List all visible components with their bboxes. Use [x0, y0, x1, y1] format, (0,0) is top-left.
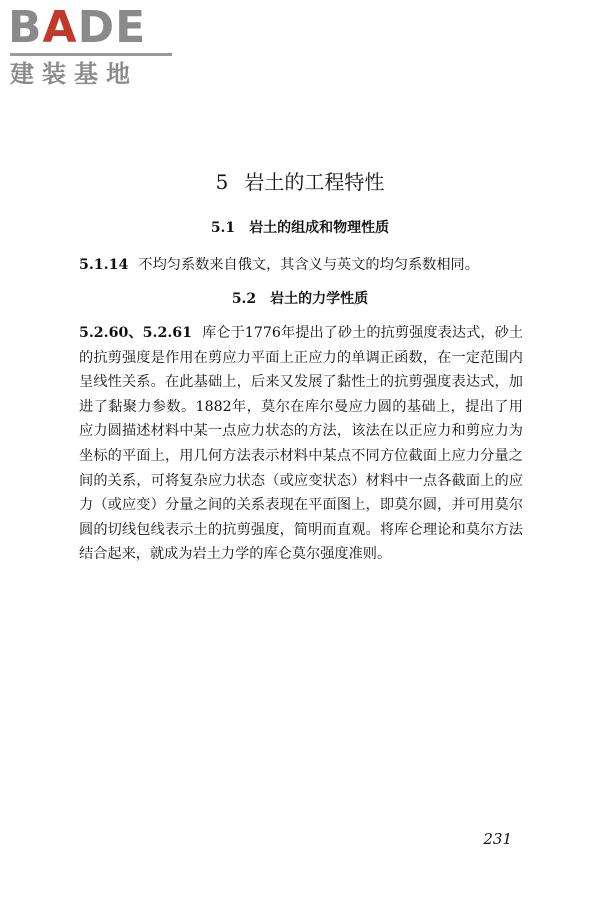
publisher-logo — [8, 4, 178, 88]
clause-text: 库仑于1776年提出了砂土的抗剪强度表达式，砂土的抗剪强度是作用在剪应力平面上正应力的单调正函数，在一定范围内呈线性关系。在此基础上，后来又发展了黏性土的抗剪强度表达式，加进了黏聚力参数。1882年，莫尔在库尔曼应力圆的基础上，提出了用应力圆描述材料中某一点应力状态的方法，该法在以正应力和剪应力为坐标的平面上，用几何方法表示材料中某点不同方位截面上应力分量之间的关系，可将复杂应力状态（或应变状态）材料中一点各截面上的应力（或应变）分量之间的关系表现在平面图上，即莫尔圆，并可用莫尔圆的切线包线表示土的抗剪强度，简明而直观。将库仑理论和莫尔方法结合起来，就成为岩土力学的库仑莫尔强度准则。 — [79, 325, 524, 563]
section-heading-5-1 — [0, 217, 600, 239]
section-number: 5.2 — [231, 291, 257, 307]
section-title-text: 岩土的力学性质 — [270, 291, 369, 307]
logo-subtitle: 建装基地 — [10, 60, 138, 88]
clause-paragraph-5-1-14 — [79, 253, 523, 278]
section-number: 5.1 — [210, 220, 236, 236]
chapter-number: 5 — [215, 170, 229, 194]
logo-wordmark — [8, 4, 146, 52]
logo-divider — [10, 53, 172, 56]
logo-letters-de: DE — [77, 2, 147, 53]
chapter-title-text: 岩土的工程特性 — [244, 170, 385, 194]
logo-letter-a: A — [42, 2, 78, 53]
clause-number: 5.2.60、5.2.61 — [79, 325, 193, 341]
section-heading-5-2 — [0, 288, 600, 310]
page-number: 231 — [483, 830, 512, 848]
clause-number: 5.1.14 — [79, 257, 129, 273]
chapter-title — [0, 168, 600, 196]
section-title-text: 岩土的组成和物理性质 — [249, 220, 390, 236]
clause-text: 不均匀系数来自俄文，其含义与英文的均匀系数相同。 — [138, 257, 479, 273]
clause-paragraph-5-2-60 — [79, 321, 523, 567]
logo-letter-b: B — [8, 2, 43, 53]
